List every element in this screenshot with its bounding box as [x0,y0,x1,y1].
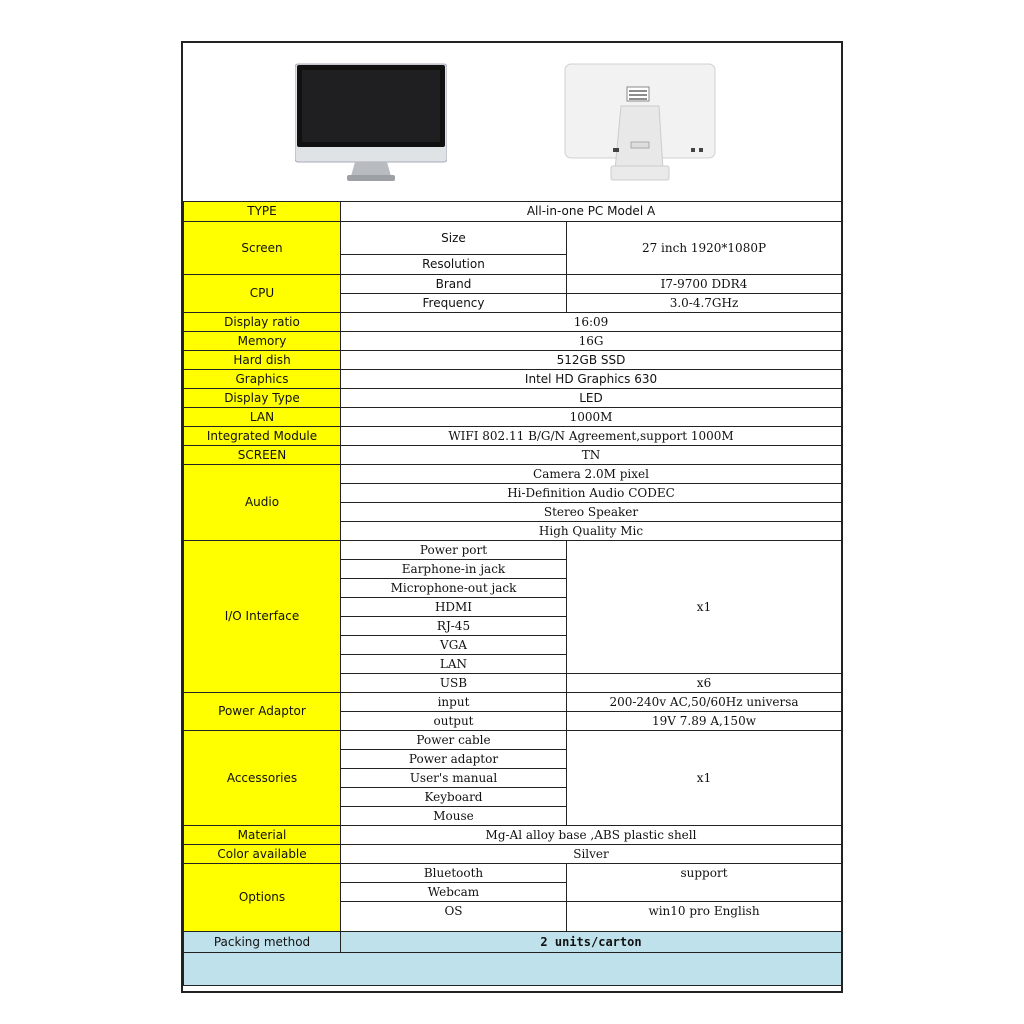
display-ratio-value: 16:09 [341,313,842,332]
graphics-label: Graphics [184,370,341,389]
table-row [184,202,842,222]
table-row [184,222,842,255]
io-item: Earphone-in jack [341,560,567,579]
blank-row [184,953,842,986]
io-label: I/O Interface [184,541,341,693]
accessory-item: Power adaptor [341,750,567,769]
accessory-item: Keyboard [341,788,567,807]
table-row [184,427,842,446]
io-item: Microphone-out jack [341,579,567,598]
table-row [184,275,842,294]
blank-cell [184,953,842,986]
table-row [184,845,842,864]
cpu-brand-label: Brand [341,275,567,294]
type-label: TYPE [184,202,341,222]
hard-disk-label: Hard dish [184,351,341,370]
table-row [184,465,842,484]
material-label: Material [184,826,341,845]
power-input-label: input [341,693,567,712]
audio-item: High Quality Mic [341,522,842,541]
display-ratio-label: Display ratio [184,313,341,332]
display-type-label: Display Type [184,389,341,408]
table-row [184,932,842,953]
table-row [184,370,842,389]
audio-item: Stereo Speaker [341,503,842,522]
color-label: Color available [184,845,341,864]
options-webcam: Webcam [341,883,567,902]
table-row [184,313,842,332]
screen-type-value: TN [341,446,842,465]
power-output-label: output [341,712,567,731]
monitor-front-image [295,62,447,184]
hard-disk-value: 512GB SSD [341,351,842,370]
usb-qty: x6 [567,674,842,693]
table-row [184,446,842,465]
table-row [184,731,842,750]
product-images [183,43,841,201]
accessory-item: Mouse [341,807,567,826]
integrated-module-value: WIFI 802.11 B/G/N Agreement,support 1000M [341,427,842,446]
spec-table [183,201,842,986]
packing-label: Packing method [184,932,341,953]
options-support: support [567,864,842,902]
io-item: LAN [341,655,567,674]
type-value: All-in-one PC Model A [341,202,842,222]
io-item: RJ-45 [341,617,567,636]
material-value: Mg-Al alloy base ,ABS plastic shell [341,826,842,845]
cpu-label: CPU [184,275,341,313]
table-row [184,541,842,560]
accessories-label: Accessories [184,731,341,826]
table-row [184,332,842,351]
audio-item: Camera 2.0M pixel [341,465,842,484]
memory-label: Memory [184,332,341,351]
lan-value: 1000M [341,408,842,427]
screen-value: 27 inch 1920*1080P [567,222,842,275]
power-adaptor-label: Power Adaptor [184,693,341,731]
io-item: HDMI [341,598,567,617]
table-row [184,351,842,370]
memory-value: 16G [341,332,842,351]
table-row [184,389,842,408]
screen-size-label: Size [341,222,567,255]
power-output-value: 19V 7.89 A,150w [567,712,842,731]
table-row [184,864,842,883]
audio-item: Hi-Definition Audio CODEC [341,484,842,503]
io-item: USB [341,674,567,693]
cpu-brand-value: I7-9700 DDR4 [567,275,842,294]
io-item: Power port [341,541,567,560]
options-os-label: OS [341,902,567,932]
screen-resolution-label: Resolution [341,255,567,275]
color-value: Silver [341,845,842,864]
integrated-module-label: Integrated Module [184,427,341,446]
table-row [184,826,842,845]
options-label: Options [184,864,341,932]
cpu-frequency-label: Frequency [341,294,567,313]
power-input-value: 200-240v AC,50/60Hz universa [567,693,842,712]
monitor-back-image [563,62,717,184]
table-row [184,693,842,712]
table-row [184,408,842,427]
audio-label: Audio [184,465,341,541]
spec-sheet [181,41,843,993]
io-item: VGA [341,636,567,655]
screen-type-label: SCREEN [184,446,341,465]
screen-label: Screen [184,222,341,275]
io-qty: x1 [567,541,842,674]
packing-value: 2 units/carton [341,932,842,953]
accessory-item: Power cable [341,731,567,750]
graphics-value: Intel HD Graphics 630 [341,370,842,389]
options-os-value: win10 pro English [567,902,842,932]
accessories-qty: x1 [567,731,842,826]
accessory-item: User's manual [341,769,567,788]
cpu-frequency-value: 3.0-4.7GHz [567,294,842,313]
options-bluetooth: Bluetooth [341,864,567,883]
display-type-value: LED [341,389,842,408]
lan-label: LAN [184,408,341,427]
